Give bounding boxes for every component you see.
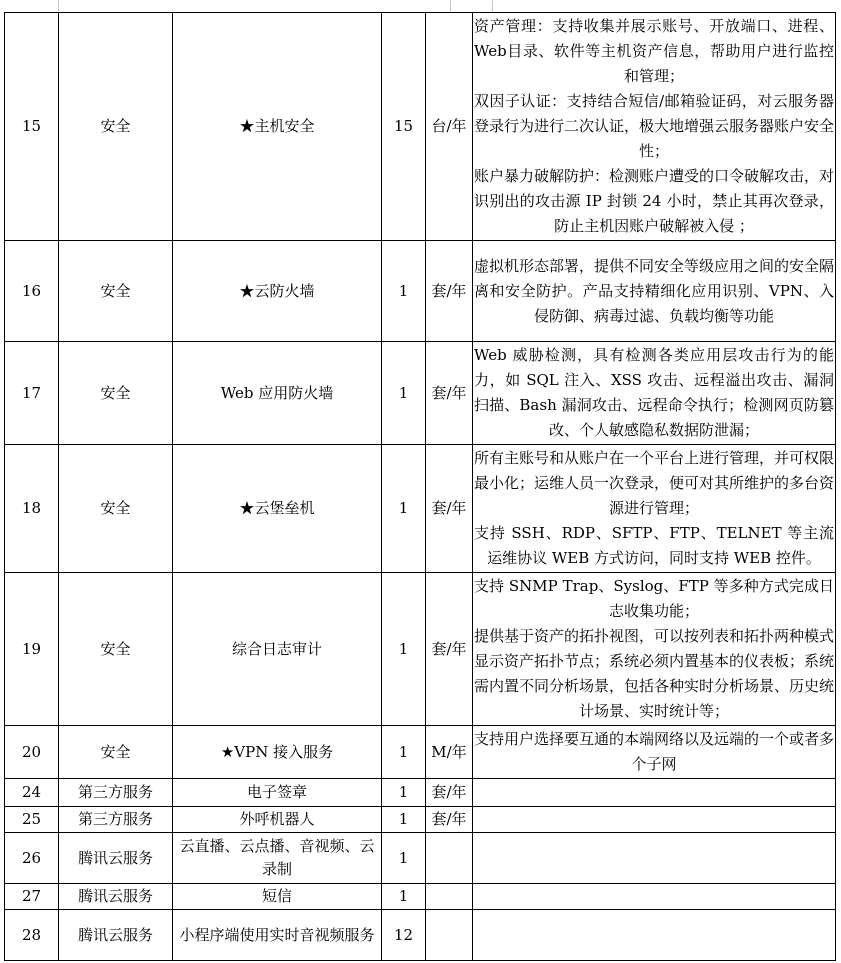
category-cell: 安全 xyxy=(59,13,173,241)
description-paragraph: 支持 SNMP Trap、Syslog、FTP 等多种方式完成日志收集功能； xyxy=(474,577,834,620)
category-cell: 第三方服务 xyxy=(59,807,173,833)
description-cell xyxy=(473,342,836,445)
table-row xyxy=(5,807,836,833)
table-row xyxy=(5,726,836,779)
top-page-edge xyxy=(0,0,841,12)
category-cell: 安全 xyxy=(59,342,173,445)
row-number: 19 xyxy=(5,573,59,726)
unit-cell xyxy=(426,910,473,961)
description-paragraph: 提供基于资产的拓扑视图，可以按列表和拓扑两种模式显示资产拓扑节点；系统必须内置基本的仪表板；系统需内置不同分析场景，包括各种实时分析场景、历史统计场景、实时统计等； xyxy=(474,627,835,720)
description-paragraph: 支持 SSH、RDP、SFTP、FTP、TELNET 等主流运维协议 WEB 方式访问，同时支持 WEB 控件。 xyxy=(474,524,834,567)
category-cell: 安全 xyxy=(59,726,173,779)
table-row xyxy=(5,779,836,807)
category-cell: 腾讯云服务 xyxy=(59,833,173,884)
unit-cell: 台/年 xyxy=(426,13,473,241)
unit-cell xyxy=(426,833,473,884)
item-name-cell: ★VPN 接入服务 xyxy=(173,726,382,779)
category-cell: 安全 xyxy=(59,573,173,726)
quantity-cell: 1 xyxy=(382,779,426,807)
service-spec-table xyxy=(4,12,836,961)
item-name-cell: 云直播、云点播、音视频、云录制 xyxy=(173,833,382,884)
description-paragraph: 资产管理：支持收集并展示账号、开放端口、进程、Web目录、软件等主机资产信息，帮助用户进行监控和管理； xyxy=(474,17,834,85)
table-row xyxy=(5,342,836,445)
column-guide xyxy=(450,0,451,12)
category-cell: 腾讯云服务 xyxy=(59,884,173,910)
item-name-cell: 综合日志审计 xyxy=(173,573,382,726)
table-row xyxy=(5,445,836,573)
item-name-cell: ★主机安全 xyxy=(173,13,382,241)
description-paragraph: 支持用户选择要互通的本端网络以及远端的一个或者多个子网 xyxy=(474,730,835,773)
quantity-cell: 15 xyxy=(382,13,426,241)
item-name-cell: ★云堡垒机 xyxy=(173,445,382,573)
quantity-cell: 1 xyxy=(382,726,426,779)
table-row xyxy=(5,833,836,884)
description-paragraph: Web 威胁检测，具有检测各类应用层攻击行为的能力，如 SQL 注入、XSS 攻击、远程溢出攻击、漏洞扫描、Bash 漏洞攻击、远程命令执行；检测网页防篡改、个人敏感隐私数据防泄漏； xyxy=(474,346,834,439)
category-cell: 安全 xyxy=(59,241,173,342)
quantity-cell: 1 xyxy=(382,241,426,342)
unit-cell: M/年 xyxy=(426,726,473,779)
unit-cell: 套/年 xyxy=(426,445,473,573)
quantity-cell: 1 xyxy=(382,884,426,910)
description-paragraph: 所有主账号和从账户在一个平台上进行管理，并可权限最小化；运维人员一次登录，便可对其所维护的多台资源进行管理； xyxy=(474,449,835,517)
row-number: 15 xyxy=(5,13,59,241)
quantity-cell: 1 xyxy=(382,342,426,445)
quantity-cell: 1 xyxy=(382,833,426,884)
description-cell xyxy=(473,445,836,573)
table-row xyxy=(5,910,836,961)
item-name-cell: 短信 xyxy=(173,884,382,910)
row-number: 25 xyxy=(5,807,59,833)
row-number: 18 xyxy=(5,445,59,573)
category-cell: 安全 xyxy=(59,445,173,573)
quantity-cell: 1 xyxy=(382,807,426,833)
description-cell xyxy=(473,573,836,726)
column-guide xyxy=(58,0,59,12)
row-number: 20 xyxy=(5,726,59,779)
unit-cell: 套/年 xyxy=(426,241,473,342)
description-cell xyxy=(473,833,836,884)
table-row xyxy=(5,884,836,910)
description-cell xyxy=(473,807,836,833)
description-cell xyxy=(473,726,836,779)
description-cell xyxy=(473,13,836,241)
row-number: 27 xyxy=(5,884,59,910)
unit-cell: 套/年 xyxy=(426,779,473,807)
description-cell xyxy=(473,910,836,961)
quantity-cell: 12 xyxy=(382,910,426,961)
quantity-cell: 1 xyxy=(382,445,426,573)
unit-cell: 套/年 xyxy=(426,807,473,833)
item-name-cell: 电子签章 xyxy=(173,779,382,807)
description-paragraph: 双因子认证：支持结合短信/邮箱验证码，对云服务器登录行为进行二次认证，极大地增强云服务器账户安全性； xyxy=(474,92,835,160)
item-name-cell: 小程序端使用实时音视频服务 xyxy=(173,910,382,961)
description-cell xyxy=(473,884,836,910)
description-paragraph: 账户暴力破解防护：检测账户遭受的口令破解攻击，对识别出的攻击源 IP 封锁 24 小时，禁止其再次登录，防止主机因账户破解被入侵 ； xyxy=(474,167,835,235)
row-number: 17 xyxy=(5,342,59,445)
unit-cell: 套/年 xyxy=(426,342,473,445)
table-row xyxy=(5,13,836,241)
row-number: 26 xyxy=(5,833,59,884)
category-cell: 第三方服务 xyxy=(59,779,173,807)
unit-cell: 套/年 xyxy=(426,573,473,726)
row-number: 24 xyxy=(5,779,59,807)
description-cell xyxy=(473,241,836,342)
description-paragraph: 虚拟机形态部署，提供不同安全等级应用之间的安全隔离和安全防护。产品支持精细化应用识别、VPN、入侵防御、病毒过滤、负载均衡等功能 xyxy=(474,256,835,325)
item-name-cell: ★云防火墙 xyxy=(173,241,382,342)
row-number: 28 xyxy=(5,910,59,961)
row-number: 16 xyxy=(5,241,59,342)
table-row xyxy=(5,241,836,342)
description-cell xyxy=(473,779,836,807)
table-row xyxy=(5,573,836,726)
category-cell: 腾讯云服务 xyxy=(59,910,173,961)
item-name-cell: Web 应用防火墙 xyxy=(173,342,382,445)
unit-cell xyxy=(426,884,473,910)
item-name-cell: 外呼机器人 xyxy=(173,807,382,833)
column-guide xyxy=(492,0,493,12)
quantity-cell: 1 xyxy=(382,573,426,726)
